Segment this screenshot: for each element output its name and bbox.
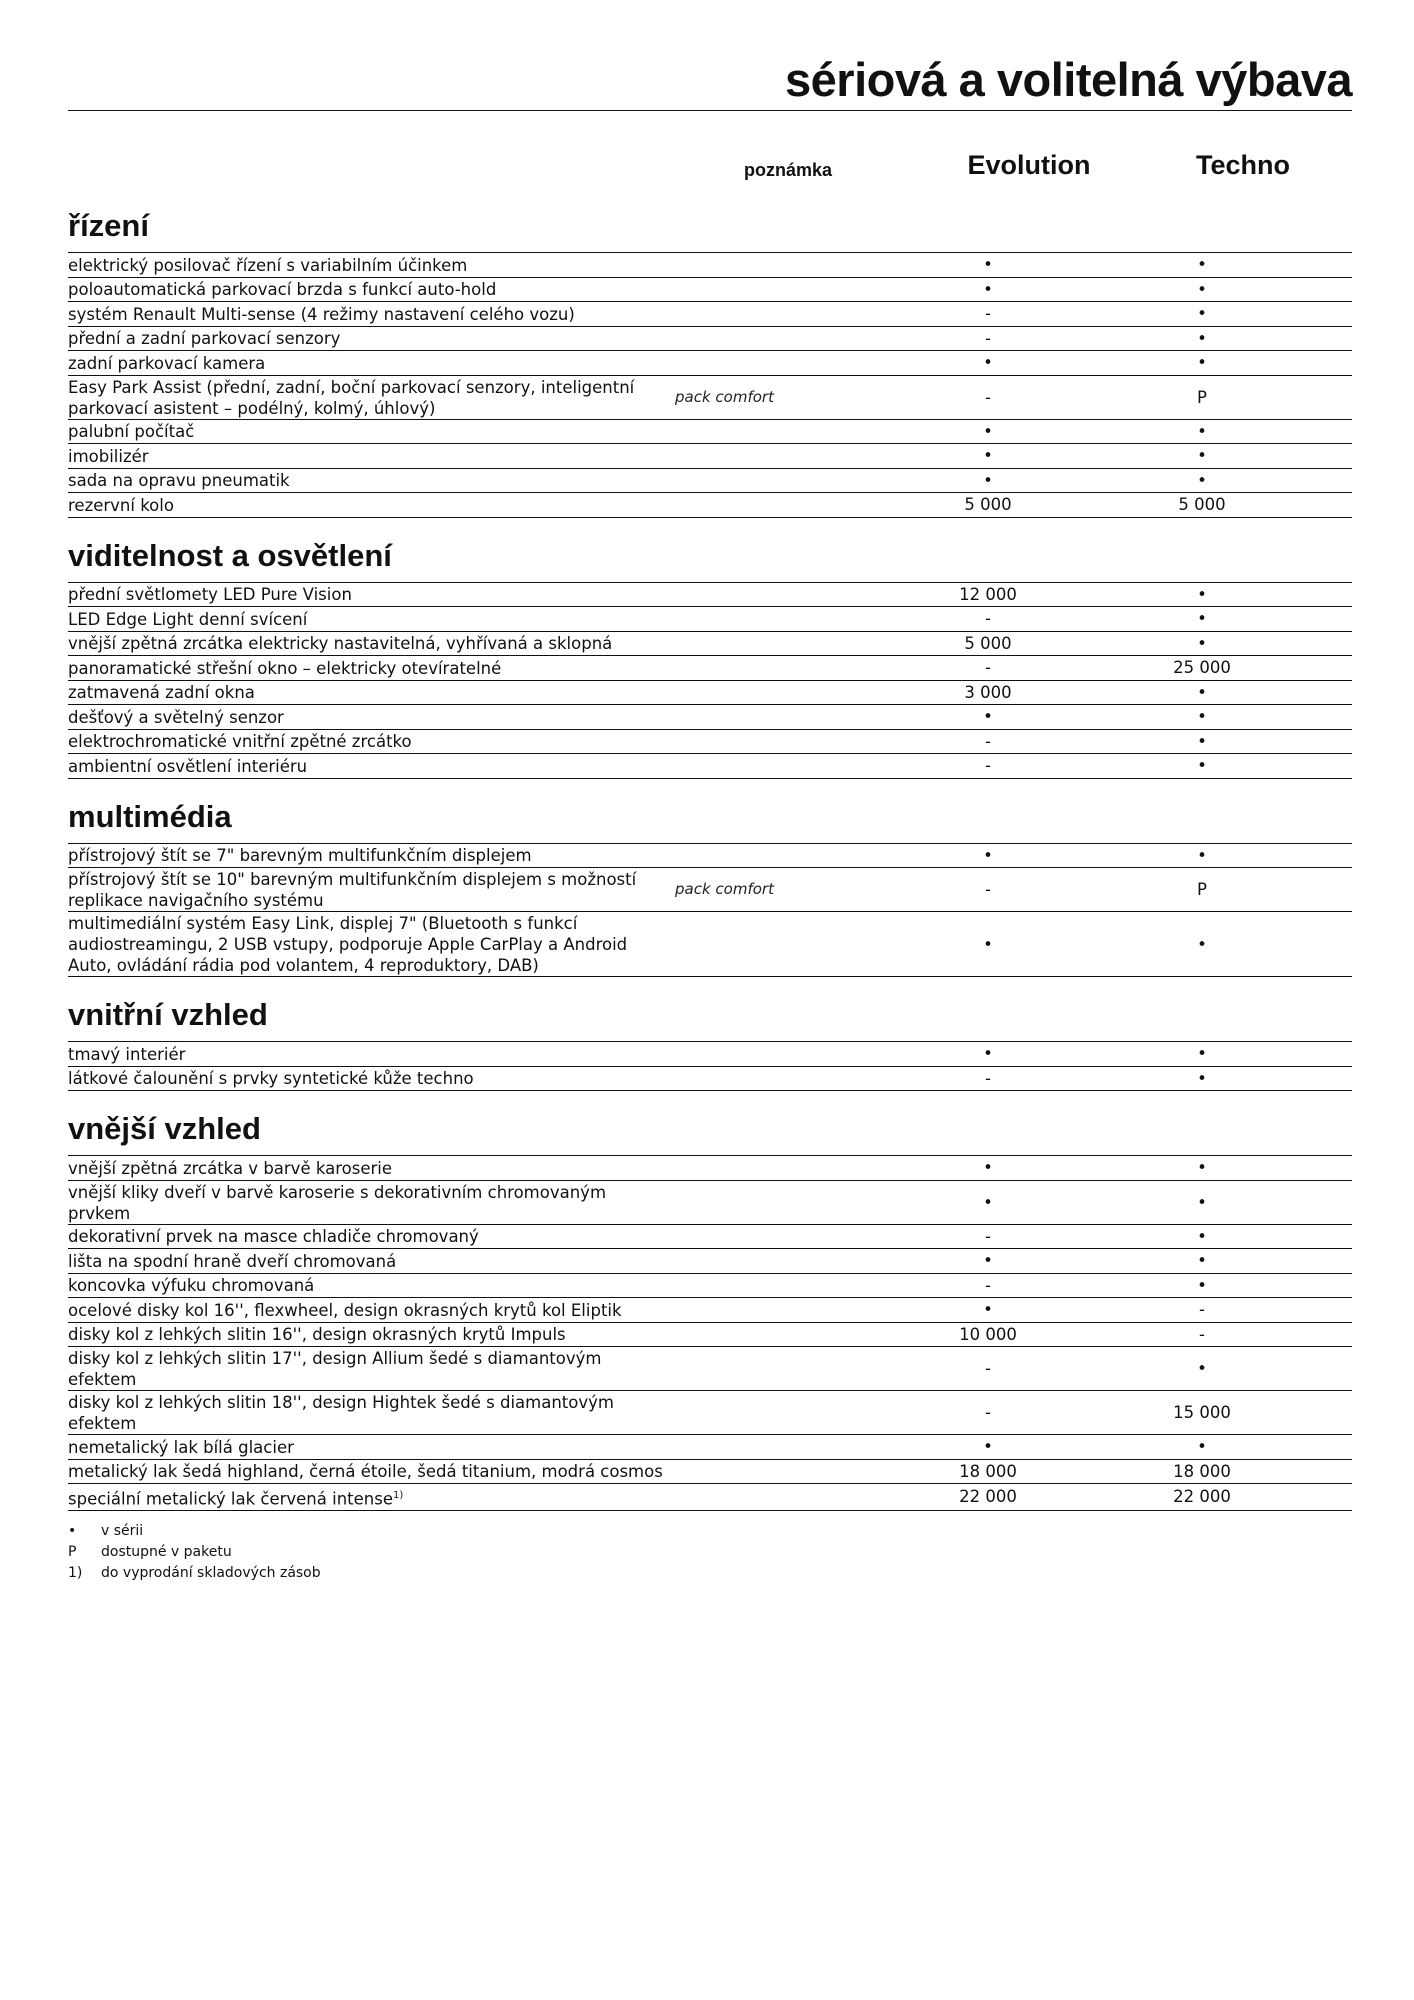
feature-cell (68, 1067, 668, 1089)
table-row (68, 1298, 1352, 1323)
evolution-value: • (983, 353, 993, 373)
feature-cell (68, 868, 668, 911)
table-row (68, 583, 1352, 608)
legend-text: do vyprodání skladových zásob (101, 1564, 321, 1581)
section-title: řízení (68, 200, 1352, 253)
feature-cell (68, 657, 668, 679)
column-headers (0, 150, 1414, 190)
feature-text: zatmavená zadní okna (68, 683, 255, 703)
techno-value: P (1197, 880, 1207, 899)
feature-cell (68, 327, 668, 349)
evolution-value: - (985, 609, 991, 629)
evolution-value: - (985, 1226, 991, 1246)
techno-value: • (1197, 1437, 1207, 1457)
title-rule (68, 110, 1352, 111)
feature-text: elektrochromatické vnitřní zpětné zrcátko (68, 732, 412, 752)
section-title: multimédia (68, 791, 1352, 844)
table-row (68, 493, 1352, 518)
techno-value: • (1197, 1068, 1207, 1088)
feature-text: vnější zpětná zrcátka elektricky nastavitelná, vyhřívaná a sklopná (68, 634, 613, 654)
evolution-value: • (983, 446, 993, 466)
table-row (68, 469, 1352, 494)
evolution-value: - (985, 1068, 991, 1088)
evolution-value: - (985, 1403, 991, 1422)
legend-text: dostupné v paketu (101, 1543, 232, 1560)
table-row (68, 705, 1352, 730)
feature-text: přístrojový štít se 7" barevným multifunkčním displejem (68, 846, 532, 866)
techno-value: • (1197, 421, 1207, 441)
evolution-value: 22 000 (959, 1487, 1017, 1507)
feature-text: ambientní osvětlení interiéru (68, 756, 308, 776)
techno-value: • (1197, 1192, 1207, 1212)
techno-value: • (1197, 756, 1207, 776)
table-row (68, 1042, 1352, 1067)
evolution-value: • (983, 279, 993, 299)
techno-value: 15 000 (1173, 1403, 1231, 1422)
evolution-value: • (983, 845, 993, 865)
techno-value: 18 000 (1173, 1461, 1231, 1481)
feature-cell (68, 730, 668, 752)
table-row (68, 420, 1352, 445)
feature-text: látkové čalounění s prvky syntetické kůže techno (68, 1069, 474, 1089)
feature-text: disky kol z lehkých slitin 16'', design okrasných krytů Impuls (68, 1325, 566, 1345)
feature-cell (68, 844, 668, 866)
techno-value: • (1197, 707, 1207, 727)
evolution-value: 5 000 (964, 633, 1012, 653)
feature-cell (68, 1274, 668, 1296)
table-row (68, 444, 1352, 469)
evolution-value: - (985, 387, 991, 407)
table-row (68, 1225, 1352, 1250)
section (68, 989, 1352, 1091)
evolution-value: - (985, 328, 991, 348)
techno-value: • (1197, 609, 1207, 629)
techno-value: • (1197, 584, 1207, 604)
legend-symbol: 1) (68, 1564, 83, 1581)
feature-text: tmavý interiér (68, 1044, 186, 1064)
legend-item (68, 1542, 1352, 1563)
feature-cell (68, 1436, 668, 1458)
evolution-value: 5 000 (964, 495, 1012, 515)
feature-text: panoramatické střešní okno – elektricky otevíratelné (68, 658, 502, 678)
techno-value: • (1197, 255, 1207, 275)
table-row (68, 1460, 1352, 1485)
techno-value: • (1197, 682, 1207, 702)
evolution-value: 12 000 (959, 584, 1017, 604)
table-row (68, 730, 1352, 755)
table-row (68, 327, 1352, 352)
feature-text: nemetalický lak bílá glacier (68, 1437, 294, 1457)
techno-value: • (1197, 731, 1207, 751)
techno-value: - (1199, 1300, 1205, 1320)
evolution-value: • (983, 255, 993, 275)
evolution-value: • (983, 1044, 993, 1064)
table-row (68, 1249, 1352, 1274)
evolution-value: • (983, 421, 993, 441)
feature-text: vnější zpětná zrcátka v barvě karoserie (68, 1158, 393, 1178)
feature-cell (68, 681, 668, 703)
feature-text: koncovka výfuku chromovaná (68, 1276, 315, 1296)
legend-text: v sérii (101, 1522, 144, 1539)
table-row (68, 868, 1352, 912)
techno-value: • (1197, 845, 1207, 865)
feature-cell (68, 1299, 668, 1321)
feature-text: přední a zadní parkovací senzory (68, 329, 341, 349)
techno-value: • (1197, 1044, 1207, 1064)
evolution-value: - (985, 1359, 991, 1378)
feature-text: rezervní kolo (68, 495, 174, 515)
feature-cell (68, 583, 668, 605)
legend-item (68, 1521, 1352, 1542)
feature-cell (68, 469, 668, 491)
table-row (68, 607, 1352, 632)
note-cell: pack comfort (675, 880, 774, 898)
feature-cell (68, 420, 668, 442)
page-title: sériová a volitelná výbava (785, 53, 1352, 106)
feature-cell (68, 278, 668, 300)
section (68, 1103, 1352, 1511)
table-row (68, 1067, 1352, 1092)
feature-text: přístrojový štít se 10" barevným multifunkčním displejem s možností replikace navigačního systému (68, 870, 637, 910)
legend (68, 1521, 1352, 1584)
evolution-value: 18 000 (959, 1461, 1017, 1481)
evolution-value: • (983, 470, 993, 490)
column-header-note: poznámka (744, 160, 833, 180)
evolution-value: - (985, 1275, 991, 1295)
table-row (68, 844, 1352, 869)
legend-symbol: • (68, 1522, 77, 1539)
feature-cell (68, 1484, 668, 1510)
column-header-evolution: Evolution (967, 150, 1091, 180)
table-row (68, 1181, 1352, 1225)
feature-cell (68, 1347, 668, 1390)
techno-value: • (1197, 934, 1207, 954)
feature-text: zadní parkovací kamera (68, 353, 266, 373)
feature-text: Easy Park Assist (přední, zadní, boční parkovací senzory, inteligentní parkovací asistent – podélný, kolmý, úhlový) (68, 377, 635, 418)
feature-text: přední světlomety LED Pure Vision (68, 585, 352, 605)
techno-value: - (1199, 1324, 1205, 1344)
feature-text: poloautomatická parkovací brzda s funkcí auto-hold (68, 280, 497, 300)
feature-text: ocelové disky kol 16'', flexwheel, design okrasných krytů kol Eliptik (68, 1300, 622, 1320)
techno-value: • (1197, 1275, 1207, 1295)
techno-value: • (1197, 470, 1207, 490)
evolution-value: 10 000 (959, 1324, 1017, 1344)
section-title: vnitřní vzhled (68, 989, 1352, 1042)
feature-text: dešťový a světelný senzor (68, 707, 284, 727)
feature-cell (68, 706, 668, 728)
section-title: vnější vzhled (68, 1103, 1352, 1156)
table-row (68, 656, 1352, 681)
techno-value: • (1197, 1251, 1207, 1271)
note-cell: pack comfort (675, 387, 774, 406)
table-row (68, 1435, 1352, 1460)
techno-value: • (1197, 1359, 1207, 1378)
column-header-techno: Techno (1196, 150, 1290, 180)
feature-text: LED Edge Light denní svícení (68, 609, 308, 629)
feature-cell (68, 303, 668, 325)
equipment-table (68, 200, 1352, 1584)
feature-cell (68, 1460, 668, 1482)
feature-text: systém Renault Multi-sense (4 režimy nastavení celého vozu) (68, 304, 575, 324)
feature-text: metalický lak šedá highland, černá étoile, šedá titanium, modrá cosmos (68, 1462, 663, 1482)
feature-cell (68, 1181, 668, 1224)
section (68, 791, 1352, 978)
feature-text: dekorativní prvek na masce chladiče chromovaný (68, 1227, 479, 1247)
evolution-value: - (985, 304, 991, 324)
section-title: viditelnost a osvětlení (68, 530, 1352, 583)
evolution-value: • (983, 1158, 993, 1178)
table-row (68, 912, 1352, 977)
techno-value: • (1197, 446, 1207, 466)
feature-text: lišta na spodní hraně dveří chromovaná (68, 1251, 397, 1271)
feature-cell (68, 1225, 668, 1247)
legend-item (68, 1563, 1352, 1584)
evolution-value: - (985, 756, 991, 776)
table-row (68, 1323, 1352, 1348)
evolution-value: • (983, 1192, 993, 1212)
feature-cell (68, 1250, 668, 1272)
feature-text: multimediální systém Easy Link, displej 7" (Bluetooth s funkcí audiostreamingu, 2 USB vstupy, podporuje Apple CarPlay a Android Auto, ovládání rádia pod volantem, 4 reproduktory, DAB) (68, 914, 628, 975)
evolution-value: • (983, 1300, 993, 1320)
evolution-value: - (985, 658, 991, 678)
feature-text: disky kol z lehkých slitin 17'', design Allium šedé s diamantovým efektem (68, 1349, 602, 1389)
table-row (68, 632, 1352, 657)
techno-value: P (1197, 387, 1207, 407)
evolution-value: - (985, 731, 991, 751)
feature-cell (68, 1157, 668, 1179)
techno-value: • (1197, 279, 1207, 299)
table-row (68, 302, 1352, 327)
feature-text: disky kol z lehkých slitin 18'', design Hightek šedé s diamantovým efektem (68, 1393, 614, 1433)
evolution-value: 3 000 (964, 682, 1012, 702)
feature-cell (68, 1391, 668, 1434)
feature-text: vnější kliky dveří v barvě karoserie s dekorativním chromovaným prvkem (68, 1182, 607, 1223)
table-row (68, 1484, 1352, 1511)
section (68, 530, 1352, 779)
legend-symbol: P (68, 1543, 77, 1560)
feature-text: sada na opravu pneumatik (68, 471, 290, 491)
table-row (68, 754, 1352, 779)
table-row (68, 253, 1352, 278)
techno-value: • (1197, 633, 1207, 653)
techno-value: • (1197, 328, 1207, 348)
evolution-value: • (983, 707, 993, 727)
feature-cell (68, 608, 668, 630)
techno-value: 25 000 (1173, 658, 1231, 678)
techno-value: • (1197, 304, 1207, 324)
feature-cell (68, 1323, 668, 1345)
feature-cell (68, 445, 668, 467)
feature-text: elektrický posilovač řízení s variabilním účinkem (68, 255, 468, 275)
techno-value: • (1197, 1158, 1207, 1178)
table-row (68, 278, 1352, 303)
feature-cell (68, 352, 668, 374)
table-row (68, 1347, 1352, 1391)
table-row (68, 1391, 1352, 1435)
techno-value: 22 000 (1173, 1487, 1231, 1507)
evolution-value: • (983, 1437, 993, 1457)
feature-cell (68, 1043, 668, 1065)
evolution-value: • (983, 1251, 993, 1271)
feature-text: speciální metalický lak červená intense (68, 1489, 393, 1509)
table-row (68, 1156, 1352, 1181)
techno-value: • (1197, 1226, 1207, 1246)
table-row (68, 681, 1352, 706)
table-row (68, 376, 1352, 420)
techno-value: • (1197, 353, 1207, 373)
footnote-marker: 1) (392, 1490, 404, 1501)
feature-cell (68, 632, 668, 654)
evolution-value: • (983, 934, 993, 954)
feature-cell (68, 912, 668, 976)
feature-cell (68, 254, 668, 276)
feature-cell (68, 494, 668, 516)
feature-cell (68, 376, 668, 419)
table-row (68, 1274, 1352, 1299)
evolution-value: - (985, 880, 991, 899)
feature-text: palubní počítač (68, 422, 195, 442)
techno-value: 5 000 (1178, 495, 1226, 515)
table-row (68, 351, 1352, 376)
section (68, 200, 1352, 518)
feature-cell (68, 755, 668, 777)
feature-text: imobilizér (68, 446, 149, 466)
